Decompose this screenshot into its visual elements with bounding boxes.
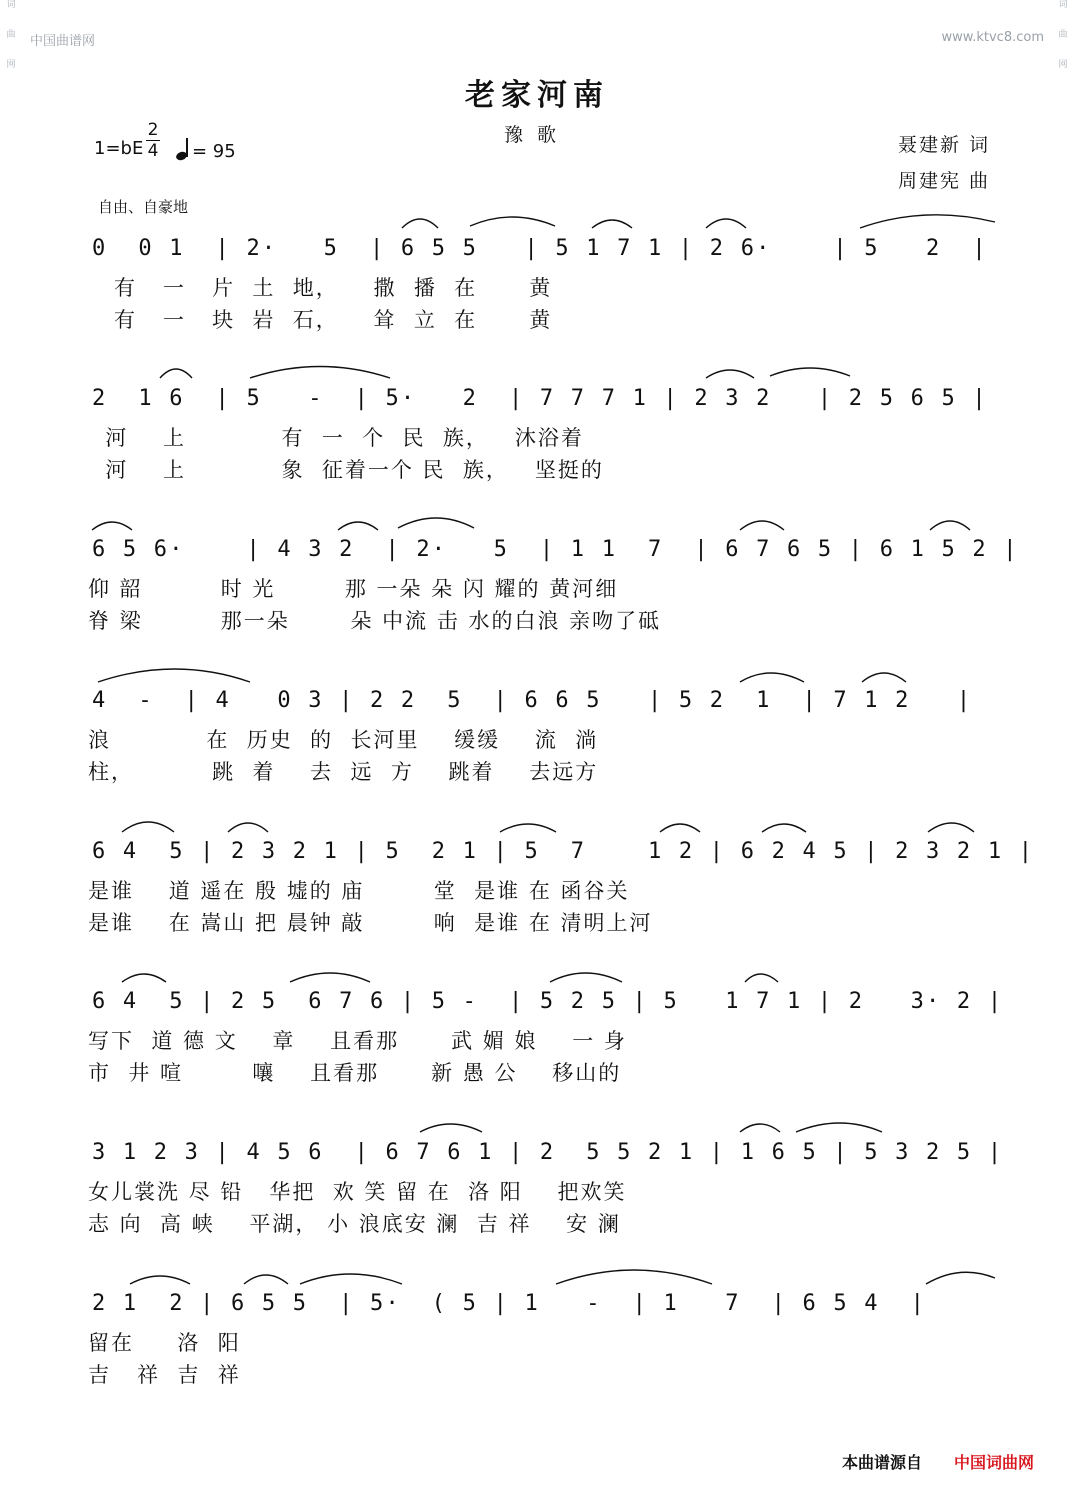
lyric-line: 志 向 高 峡 平湖， 小 浪底安 澜 吉 祥 安 澜	[88, 1212, 621, 1236]
slur	[338, 522, 378, 530]
slur	[244, 1275, 288, 1284]
slur	[706, 219, 746, 228]
lyric-line: 是谁 在 嵩山 把 晨钟 敲 响 是谁 在 清明上河	[88, 911, 653, 935]
lyric-line: 是谁 道 遥在 殷 墟的 庙 堂 是谁 在 函谷关	[88, 879, 630, 903]
slur	[930, 521, 970, 530]
slur	[770, 368, 850, 376]
composer-credit: 周建宪 曲	[898, 170, 991, 192]
slur	[122, 822, 174, 832]
key-signature: 1=bE	[94, 138, 144, 159]
notation-line: 6 5 6· | 4 3 2 | 2· 5 | 1 1 7 | 6 7 6 5 | 6 1 5 2 |	[92, 537, 1019, 562]
notation-line: 2 1 6 | 5 - | 5· 2 | 7 7 7 1 | 2 3 2 | 2 5 6 5 |	[92, 386, 988, 411]
time-top: 2	[147, 120, 159, 140]
time-bottom: 4	[147, 141, 159, 161]
slur	[420, 1124, 482, 1132]
slur	[556, 1270, 712, 1284]
lyric-line: 有 一 片 土 地， 撒 播 在 黄	[88, 276, 553, 300]
slur	[300, 1274, 402, 1284]
source-label: 本曲谱源自	[842, 1453, 923, 1472]
slur	[500, 824, 556, 832]
slur	[660, 824, 700, 832]
slur	[928, 823, 974, 832]
slur	[745, 974, 778, 982]
lyric-line: 河 上 有 一 个 民 族， 沐浴着	[88, 426, 584, 450]
slur	[398, 518, 474, 528]
lyric-line: 仰 韶 时 光 那 一朵 朵 闪 耀的 黄河细	[88, 577, 619, 601]
lyric-line: 写下 道 德 文 章 且看那 武 媚 娘 一 身	[88, 1029, 627, 1053]
side-char: 网	[1058, 60, 1068, 70]
notation-line: 2 1 2 | 6 5 5 | 5· ( 5 | 1 - | 1 7 | 6 5 4 |	[92, 1291, 927, 1316]
slur	[402, 219, 438, 228]
slur	[160, 369, 192, 378]
slur	[862, 673, 906, 682]
slur	[98, 669, 250, 682]
slur	[740, 1124, 780, 1132]
slur	[92, 522, 132, 530]
slur	[130, 1276, 190, 1284]
side-char: 曲	[6, 30, 16, 40]
slur	[740, 521, 784, 530]
side-char: 网	[6, 60, 16, 70]
slur	[290, 973, 370, 982]
notation-line: 6 4 5 | 2 3 2 1 | 5 2 1 | 5 7 1 2 | 6 2 4 5 | 2 3 2 1 |	[92, 839, 1035, 864]
slur	[122, 974, 166, 982]
lyric-line: 市 井 喧 嚷 且看那 新 愚 公 移山的	[88, 1061, 622, 1085]
notation-line: 4 - | 4 0 3 | 2 2 5 | 6 6 5 | 5 2 1 | 7 1 2 |	[92, 688, 973, 713]
lyric-line: 柱， 跳 着 去 远 方 跳着 去远方	[88, 760, 599, 784]
lyric-line: 河 上 象 征着一个 民 族， 坚挺的	[88, 458, 604, 482]
song-subtitle: 豫歌	[503, 124, 570, 146]
source-site: 中国词曲网	[954, 1453, 1035, 1472]
side-char: 词	[6, 0, 16, 10]
slur	[470, 217, 555, 226]
lyric-line: 脊 梁 那一朵 朵 中流 击 水的白浪 亲吻了砥	[88, 609, 662, 633]
side-char: 曲	[1058, 30, 1068, 40]
song-title: 老家河南	[465, 78, 609, 113]
notation-line: 3 1 2 3 | 4 5 6 | 6 7 6 1 | 2 5 5 2 1 | 1 6 5 | 5 3 2 5 |	[92, 1140, 1004, 1165]
slur	[926, 1272, 995, 1284]
lyric-line: 留在 洛 阳	[88, 1331, 241, 1355]
notation-line: 6 4 5 | 2 5 6 7 6 | 5 - | 5 2 5 | 5 1 7 1 | 2 3· 2 |	[92, 989, 1004, 1014]
slur	[796, 1123, 882, 1132]
expression-marking: 自由、自豪地	[98, 198, 189, 216]
slur	[228, 823, 268, 832]
slur	[762, 824, 806, 832]
side-char: 词	[1058, 0, 1068, 10]
slur	[250, 367, 390, 379]
watermark-right: www.ktvc8.com	[941, 30, 1044, 45]
notation-line: 0 0 1 | 2· 5 | 6 5 5 | 5 1 7 1 | 2 6· | 5 2 |	[92, 236, 988, 261]
slur	[860, 215, 995, 228]
lyric-line: 浪 在 历史 的 长河里 缓缓 流 淌	[88, 728, 599, 752]
lyric-line: 吉 祥 吉 祥	[88, 1363, 241, 1387]
lyricist-credit: 聂建新 词	[898, 134, 991, 156]
slur	[592, 220, 632, 228]
tempo-value: = 95	[192, 141, 236, 162]
lyric-line: 有 一 块 岩 石， 耸 立 在 黄	[88, 308, 553, 332]
watermark-left: 中国曲谱网	[30, 34, 96, 49]
slur	[706, 370, 754, 378]
slur	[550, 973, 622, 982]
lyric-line: 女儿裳洗 尽 铅 华把 欢 笑 留 在 洛 阳 把欢笑	[88, 1180, 627, 1204]
slur	[740, 673, 804, 682]
